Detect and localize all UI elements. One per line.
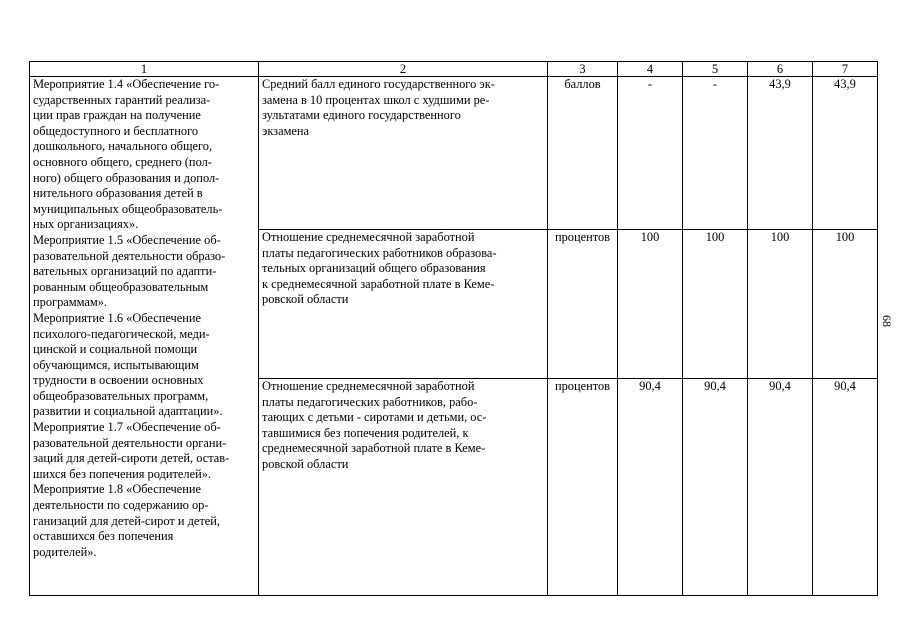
activities-cell: Мероприятие 1.4 «Обеспечение го- сударственных гарантий реализа- ции прав граждан на получение общедоступного и бесплатного дошкольного, начального общего, основного общего, среднего (пол- ного) общего образования и допол- нительного образования детей в муниципальных общеобразователь- ных организациях». Мероприятие 1.5 «Обеспечение об- разовательной деятельности образо- вательных организаций по адапти- рованным общеобразовательным программам». Мероприятие 1.6 «Обеспечение психолого-педагогической, меди- цинской и социальной помощи обучающимся, испытывающим трудности в освоении основных общеобразовательных программ, развитии и социальной адаптации». Мероприятие 1.7 «Обеспечение об- разовательной деятельности органи- заций для детей-сироти детей, остав- шихся без попечения родителей». Мероприятие 1.8 «Обеспечение деятельности по содержанию ор- ганизаций для детей-сирот и детей, оставшихся без попечения родителей».: [30, 77, 259, 596]
value-cell-7: 100: [813, 230, 878, 379]
unit-cell: процентов: [548, 379, 618, 596]
indicator-cell: Отношение среднемесячной заработной платы педагогических работников образова- тельных организаций общего образования к среднемесячной заработной плате в Кеме- ровской области: [259, 230, 548, 379]
value-cell-7: 43,9: [813, 77, 878, 230]
value-cell-4: 90,4: [618, 379, 683, 596]
header-cell-2: 2: [259, 62, 548, 77]
value-cell-4: -: [618, 77, 683, 230]
header-cell-3: 3: [548, 62, 618, 77]
header-cell-6: 6: [748, 62, 813, 77]
indicators-table: [29, 61, 878, 596]
header-cell-1: 1: [30, 62, 259, 77]
page-number: 68: [880, 315, 894, 327]
indicator-cell: Отношение среднемесячной заработной платы педагогических работников, рабо- тающих с детьми - сиротами и детьми, ос- тавшимися без попечения родителей, к среднемесячной заработной плате в Кеме- ровской области: [259, 379, 548, 596]
table-row: [30, 77, 878, 230]
header-cell-7: 7: [813, 62, 878, 77]
header-cell-5: 5: [683, 62, 748, 77]
value-cell-5: -: [683, 77, 748, 230]
value-cell-6: 100: [748, 230, 813, 379]
value-cell-4: 100: [618, 230, 683, 379]
unit-cell: баллов: [548, 77, 618, 230]
header-row: [30, 62, 878, 77]
indicator-cell: Средний балл единого государственного эк- замена в 10 процентах школ с худшими ре- зультатами единого государственного экзамена: [259, 77, 548, 230]
value-cell-7: 90,4: [813, 379, 878, 596]
value-cell-5: 100: [683, 230, 748, 379]
value-cell-6: 43,9: [748, 77, 813, 230]
value-cell-6: 90,4: [748, 379, 813, 596]
unit-cell: процентов: [548, 230, 618, 379]
value-cell-5: 90,4: [683, 379, 748, 596]
header-cell-4: 4: [618, 62, 683, 77]
